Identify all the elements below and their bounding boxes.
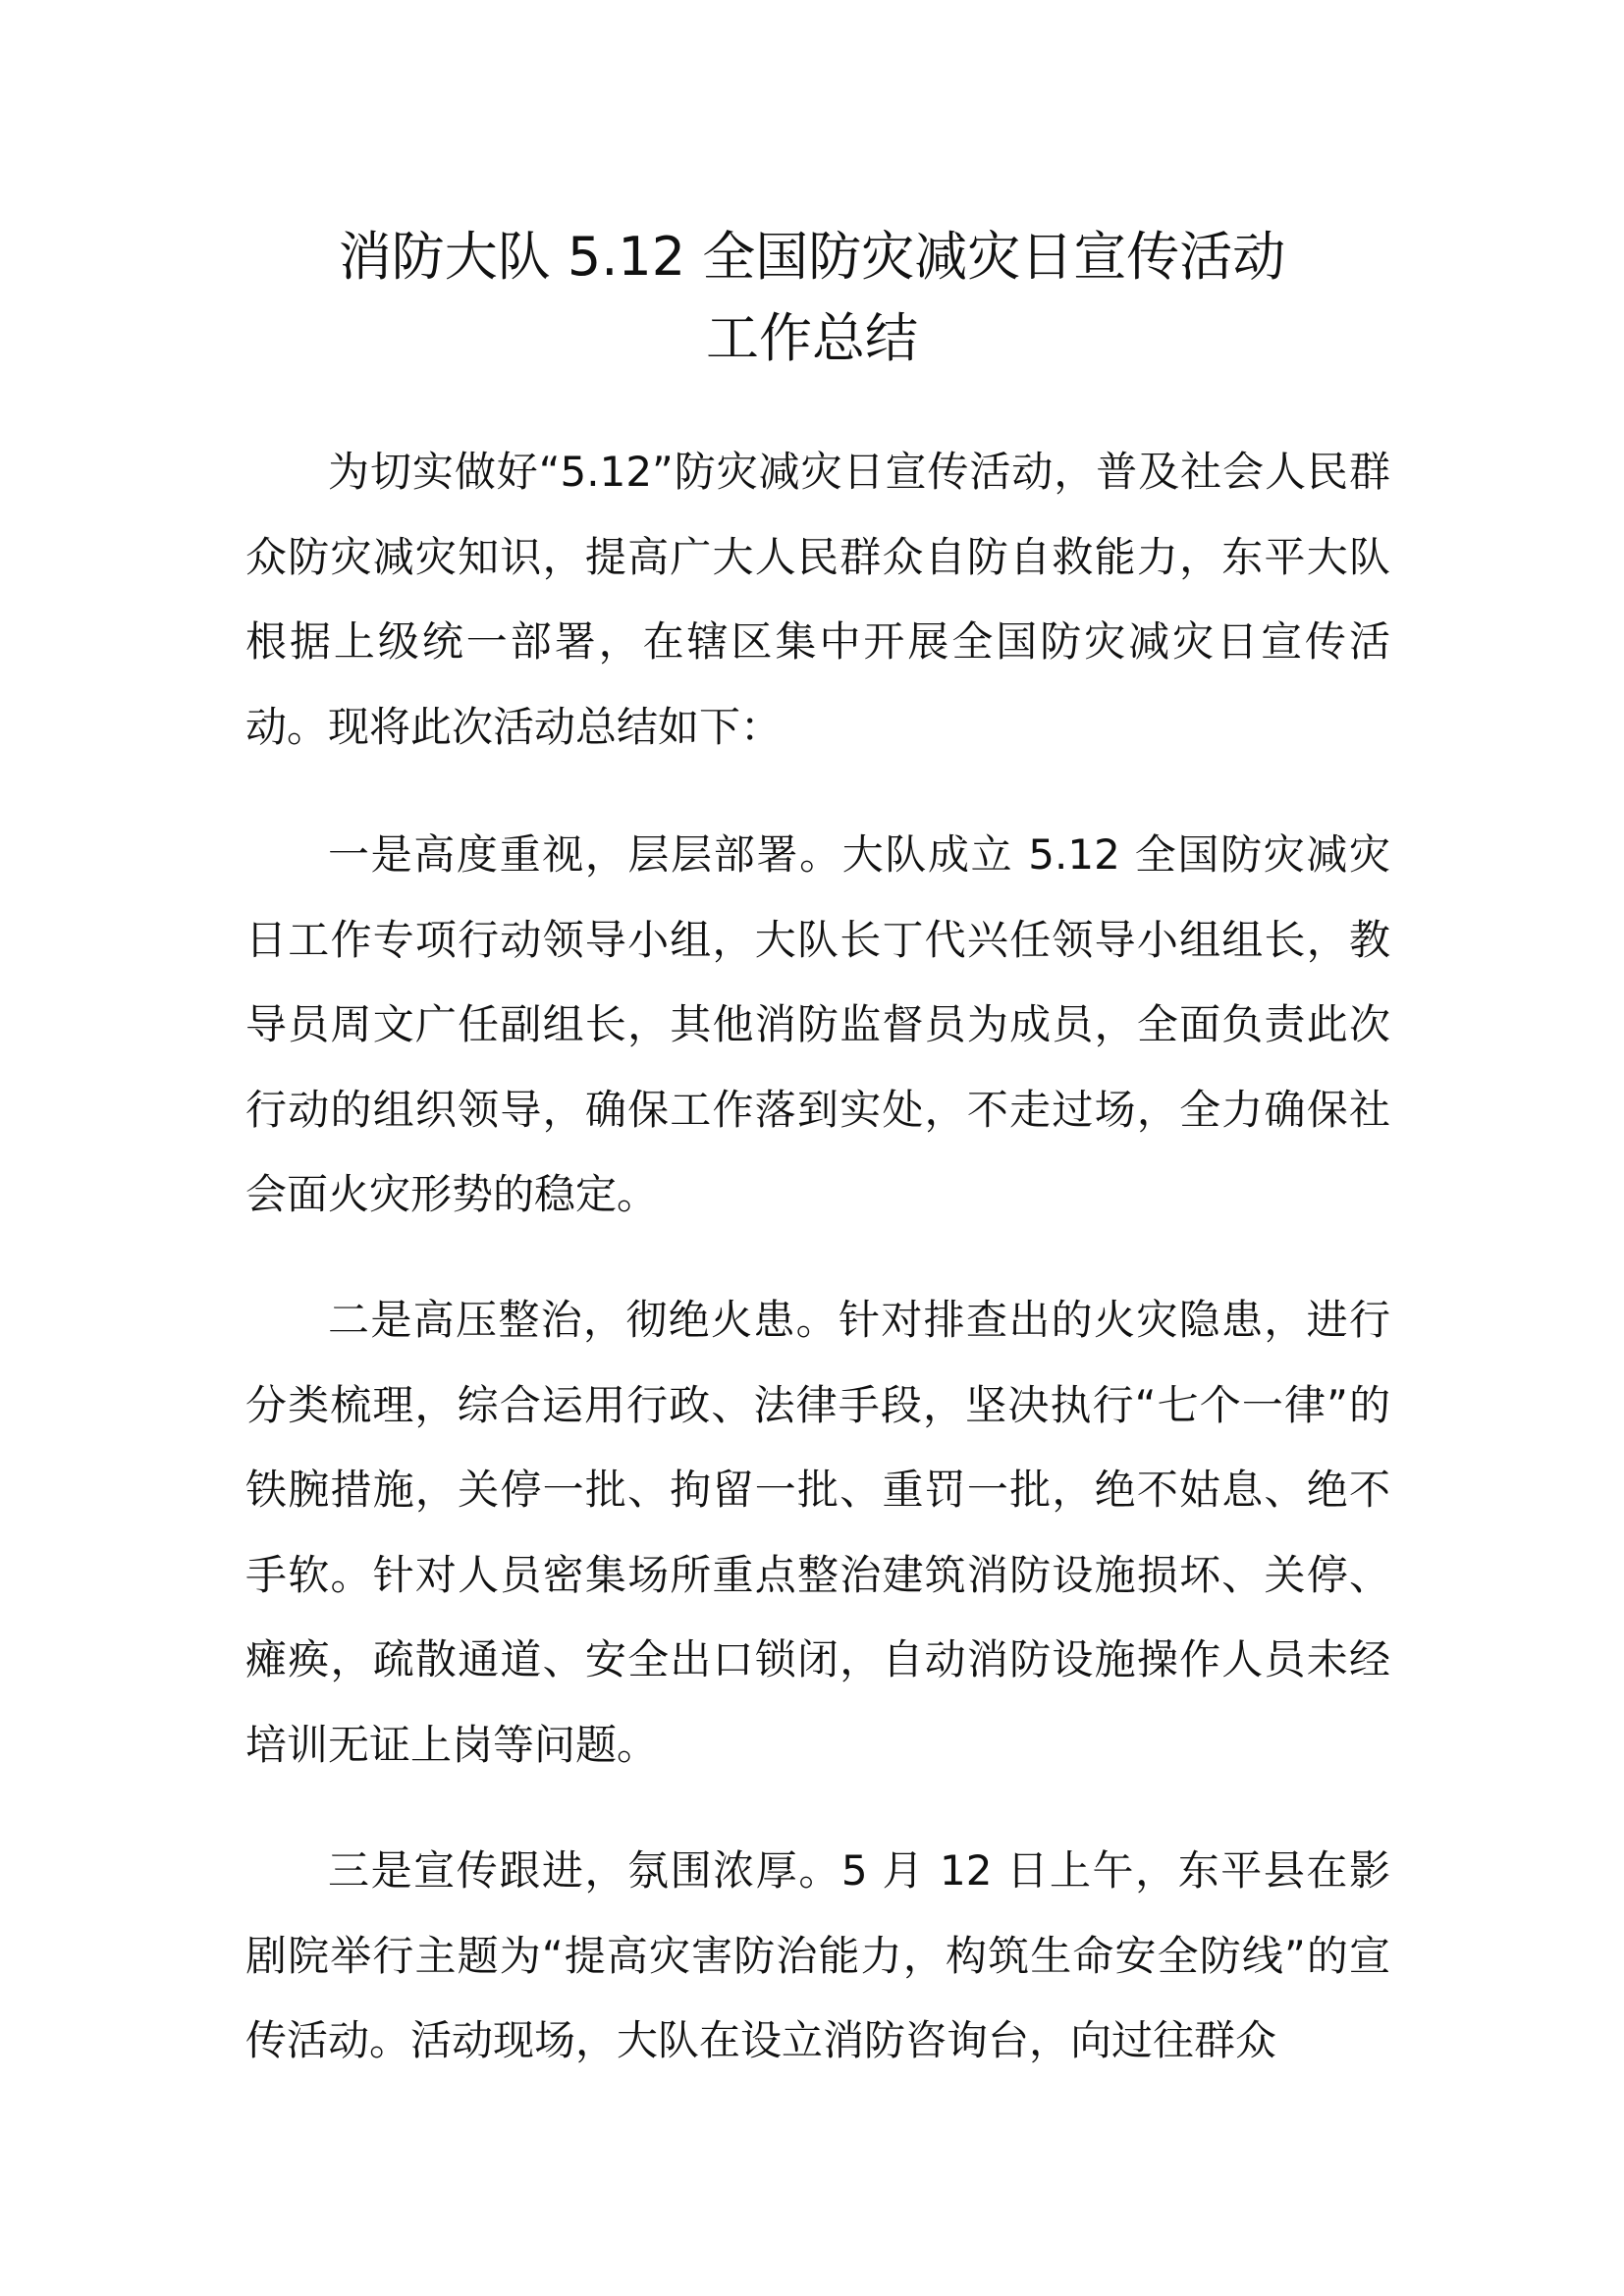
document-title-line-2: 工作总结 [706, 307, 918, 369]
paragraph-intro: 为切实做好“5.12”防灾减灾日宣传活动，普及社会人民群众防灾减灾知识，提高广大人民群众自防自救能力，东平大队根据上级统一部署，在辖区集中开展全国防灾减灾日宣传活动。现将此次活动总结如下： [245, 448, 1390, 751]
document-title-line-1: 消防大队 5.12 全国防灾减灾日宣传活动 [338, 226, 1286, 288]
paragraph-point-1: 一是高度重视，层层部署。大队成立 5.12 全国防灾减灾日工作专项行动领导小组，大队长丁代兴任领导小组组长，教导员周文广任副组长，其他消防监督员为成员，全面负责此次行动的组织领导，确保工作落到实处，不走过场，全力确保社会面火灾形势的稳定。 [245, 830, 1390, 1218]
paragraph-point-2: 二是高压整治，彻绝火患。针对排查出的火灾隐患，进行分类梳理，综合运用行政、法律手段，坚决执行“七个一律”的铁腕措施，关停一批、拘留一批、重罚一批，绝不姑息、绝不手软。针对人员密集场所重点整治建筑消防设施损坏、关停、瘫痪，疏散通道、安全出口锁闭，自动消防设施操作人员未经培训无证上岗等问题。 [245, 1296, 1390, 1769]
paragraph-point-3: 三是宣传跟进，氛围浓厚。5 月 12 日上午，东平县在影剧院举行主题为“提高灾害防治能力，构筑生命安全防线”的宣传活动。活动现场，大队在设立消防咨询台，向过往群众 [245, 1846, 1390, 2064]
